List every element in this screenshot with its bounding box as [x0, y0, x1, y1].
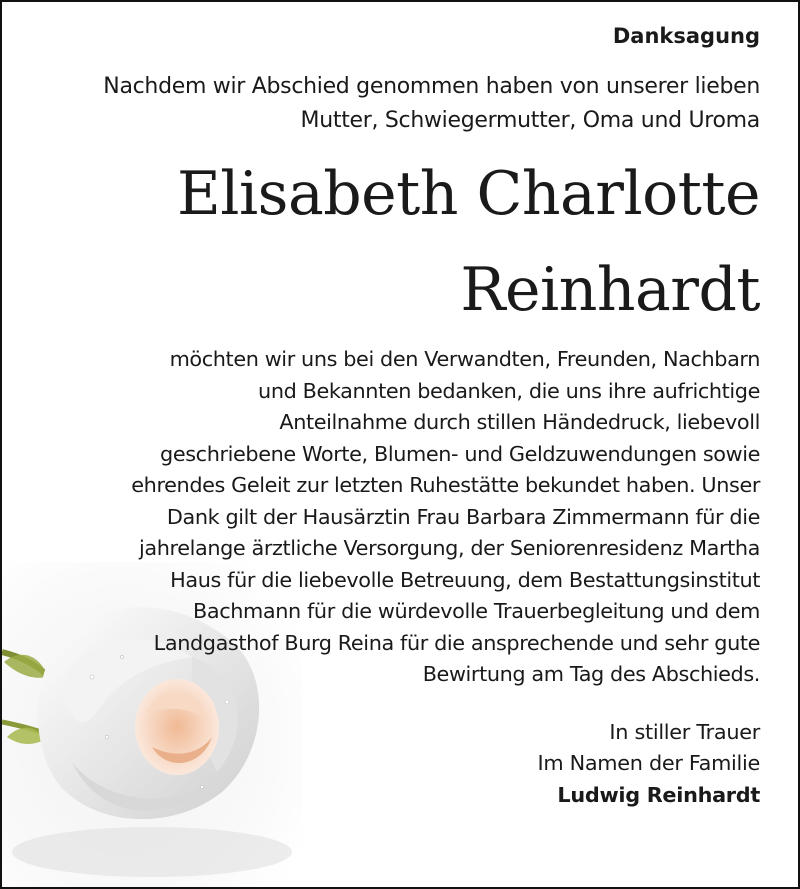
- body-line: geschriebene Worte, Blumen- und Geldzuwendungen sowie: [160, 441, 760, 466]
- deceased-name: [103, 146, 760, 338]
- obituary-text: [103, 24, 760, 811]
- body-line: Bewirtung am Tag des Abschieds.: [422, 662, 760, 686]
- closing-line: In stiller Trauer: [609, 719, 760, 744]
- body-line: Dank gilt der Hausärztin Frau Barbara Zimmermann für die: [166, 504, 760, 529]
- thanks-paragraph: [103, 344, 760, 691]
- intro-line: Nachdem wir Abschied genommen haben von unserer lieben: [103, 74, 760, 99]
- body-line: Bachmann für die würdevolle Trauerbegleitung und dem: [193, 599, 760, 623]
- name-line: Reinhardt: [460, 255, 760, 325]
- closing-line: Im Namen der Familie: [537, 751, 760, 775]
- intro: [103, 70, 760, 138]
- body-line: und Bekannten bedanken, die uns ihre aufrichtige: [258, 378, 760, 403]
- intro-line: Mutter, Schwiegermutter, Oma und Uroma: [300, 108, 760, 133]
- signer-name: Ludwig Reinhardt: [557, 782, 760, 807]
- name-line: Elisabeth Charlotte: [176, 159, 760, 229]
- body-line: Haus für die liebevolle Betreuung, dem Bestattungsinstitut: [170, 567, 760, 592]
- closing: [103, 717, 760, 812]
- body-line: Anteilnahme durch stillen Händedruck, liebevoll: [279, 410, 760, 434]
- body-line: möchten wir uns bei den Verwandten, Freunden, Nachbarn: [169, 347, 760, 371]
- body-line: ehrendes Geleit zur letzten Ruhestätte bekundet haben. Unser: [131, 473, 760, 497]
- body-line: Landgasthof Burg Reina für die ansprechende und sehr gute: [153, 630, 760, 655]
- heading: Danksagung: [612, 24, 760, 48]
- body-line: jahrelange ärztliche Versorgung, der Seniorenresidenz Martha: [139, 536, 760, 560]
